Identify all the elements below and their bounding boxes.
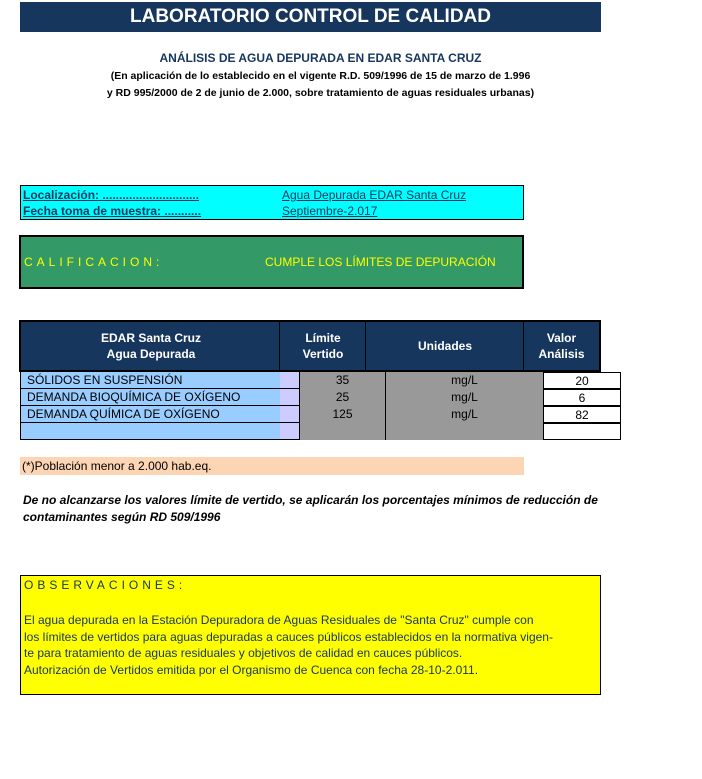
table-row: [20, 372, 601, 389]
observaciones-line: Autorización de Vertidos emitida por el Organismo de Cuenca con fecha 28-10-2.011.: [24, 662, 479, 677]
limit-cell: 35: [299, 372, 385, 389]
param-cell: DEMANDA QUÍMICA DE OXÍGENO: [20, 406, 280, 423]
header-value-line1: Valor: [546, 331, 577, 345]
header-edar-line2: Agua Depurada: [106, 347, 196, 361]
units-cell: mg/L: [385, 372, 543, 389]
param-cell: DEMANDA BIOQUÍMICA DE OXÍGENO: [20, 389, 280, 406]
reduction-warning: De no alcanzarse los valores límite de vertido, se aplicarán los porcentajes mínimos de reducción de contaminantes según RD 509/1996: [23, 493, 598, 524]
table-row: [20, 423, 601, 440]
header-limit-line2: Vertido: [302, 347, 344, 361]
observaciones-line: te para tratamiento de aguas residuales y objetivos de calidad en cauces públicos.: [24, 646, 463, 660]
units-cell: mg/L: [385, 406, 543, 423]
location-box: [20, 185, 524, 220]
observaciones-line: El agua depurada en la Estación Depuradora de Aguas Residuales de "Santa Cruz" cumple con: [24, 613, 534, 627]
header-edar-line1: EDAR Santa Cruz: [100, 331, 201, 345]
limit-cell: [299, 423, 385, 440]
legal-note-line1: (En aplicación de lo establecido en el vigente R.D. 509/1996 de 15 de marzo de 1.996: [110, 70, 531, 82]
observaciones-body: [24, 612, 599, 678]
header-limit-line1: Límite: [305, 331, 341, 345]
sample-date-label: Fecha toma de muestra: ...........: [23, 204, 202, 218]
param-spacer: [280, 389, 299, 406]
header-edar: [21, 322, 281, 370]
value-cell: 6: [543, 389, 621, 406]
param-spacer: [280, 406, 299, 423]
limit-cell: 125: [299, 406, 385, 423]
results-table-header: [19, 320, 601, 372]
report-subtitle: ANÁLISIS DE AGUA DEPURADA EN EDAR SANTA CRUZ: [159, 51, 482, 65]
param-spacer: [280, 372, 299, 389]
calificacion-box: [19, 235, 524, 289]
limit-cell: 25: [299, 389, 385, 406]
table-row: [20, 389, 601, 406]
param-cell: [20, 423, 280, 440]
location-label: Localización: .............................: [23, 188, 200, 202]
legal-note-line2: y RD 995/2000 de 2 de junio de 2.000, sobre tratamiento de aguas residuales urbanas): [106, 87, 535, 99]
row-divider: [20, 439, 299, 440]
value-cell: 20: [543, 372, 621, 389]
header-value-line2: Análisis: [538, 347, 585, 361]
header-limit: [280, 322, 366, 370]
table-row: [20, 406, 601, 423]
observaciones-box: [20, 575, 601, 695]
location-value[interactable]: Agua Depurada EDAR Santa Cruz: [282, 188, 467, 202]
header-value: [524, 322, 599, 370]
param-cell: SÓLIDOS EN SUSPENSIÓN: [20, 372, 280, 389]
poblacion-note: (*)Población menor a 2.000 hab.eq.: [20, 457, 524, 475]
observaciones-line: los límites de vertidos para aguas depuradas a cauces públicos establecidos en la normativa vigen-: [24, 629, 553, 644]
header-units: Unidades: [417, 339, 472, 353]
report-title: LABORATORIO CONTROL DE CALIDAD: [20, 2, 601, 32]
observaciones-title: OBSERVACIONES:: [24, 578, 187, 592]
units-cell: mg/L: [385, 389, 543, 406]
units-cell: [385, 423, 543, 440]
value-cell: 82: [543, 406, 621, 423]
calificacion-value: CUMPLE LOS LÍMITES DE DEPURACIÓN: [265, 255, 496, 269]
calificacion-label: CALIFICACION:: [24, 255, 164, 269]
param-spacer: [280, 423, 299, 440]
value-cell: [543, 423, 621, 440]
sample-date-value[interactable]: Septiembre-2.017: [282, 204, 378, 218]
